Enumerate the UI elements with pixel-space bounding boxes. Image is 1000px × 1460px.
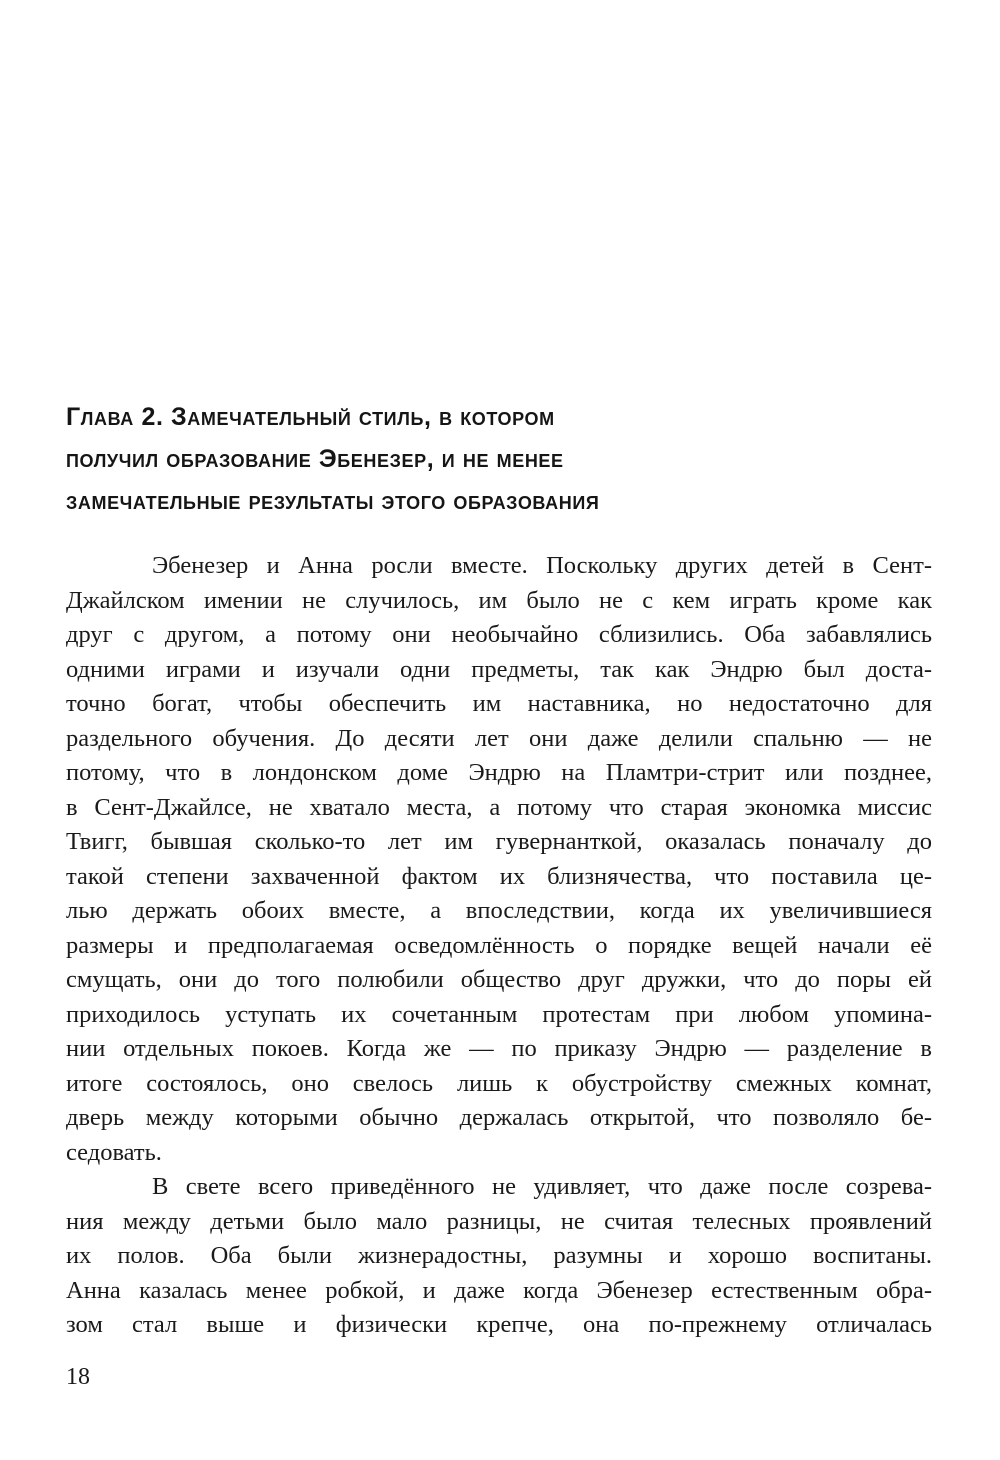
text-line: ния между детьми было мало разницы, не считая телесных проявлений (66, 1207, 932, 1235)
paragraph-1 (66, 549, 932, 1170)
text-line: их полов. Оба были жизнерадостны, разумны и хорошо воспитаны. (66, 1242, 932, 1269)
text-line: смущать, они до того полюбили общество друг дружки, что до поры ей (66, 966, 932, 993)
text-line: одними играми и изучали одни предметы, так как Эндрю был доста- (66, 655, 932, 683)
chapter-title-line: Глава 2. Замечательный стиль, в котором (66, 403, 555, 431)
text-line: приходилось уступать их сочетанным протестам при любом упомина- (66, 1000, 932, 1028)
chapter-title-line: получил образование Эбенезер, и не менее (66, 445, 564, 473)
text-line: итоге состоялось, оно свелось лишь к обустройству смежных комнат, (66, 1069, 932, 1097)
text-line: В свете всего приведённого не удивляет, что даже после созрева- (152, 1173, 932, 1200)
text-line: нии отдельных покоев. Когда же — по приказу Эндрю — разделение в (66, 1035, 932, 1062)
text-line: Джайлском имении не случилось, им было не с кем играть кроме как (66, 586, 932, 614)
text-line: друг с другом, а потому они необычайно сблизились. Оба забавлялись (66, 621, 932, 648)
text-line: Твигг, бывшая сколько-то лет им гувернанткой, оказалась поначалу до (66, 828, 932, 855)
text-line: такой степени захваченной фактом их близнячества, что поставила це- (66, 862, 932, 890)
text-line: дверь между которыми обычно держалась открытой, что позволяло бе- (66, 1104, 932, 1131)
text-line: точно богат, чтобы обеспечить им наставника, но недостаточно для (66, 690, 932, 717)
text-line: лью держать обоих вместе, а впоследствии, когда их увеличившиеся (66, 897, 932, 924)
text-line: потому, что в лондонском доме Эндрю на Пламтри-стрит или позднее, (66, 759, 932, 786)
text-line: в Сент-Джайлсе, не хватало места, а потому что старая экономка миссис (66, 793, 932, 821)
chapter-title-line: замечательные результаты этого образования (66, 487, 600, 515)
text-line: Анна казалась менее робкой, и даже когда Эбенезер естественным обра- (66, 1276, 932, 1304)
text-line: раздельного обучения. До десяти лет они даже делили спальню — не (66, 724, 932, 752)
text-line: Эбенезер и Анна росли вместе. Поскольку других детей в Сент- (152, 552, 932, 579)
paragraph-2 (66, 1170, 932, 1343)
chapter-title (66, 396, 946, 522)
text-line: седовать. (66, 1138, 162, 1166)
body-text (66, 549, 932, 1343)
text-line: зом стал выше и физически крепче, она по-прежнему отличалась (66, 1311, 932, 1338)
text-line: размеры и предполагаемая осведомлённость о порядке вещей начали её (66, 931, 932, 959)
page-number: 18 (66, 1364, 90, 1390)
